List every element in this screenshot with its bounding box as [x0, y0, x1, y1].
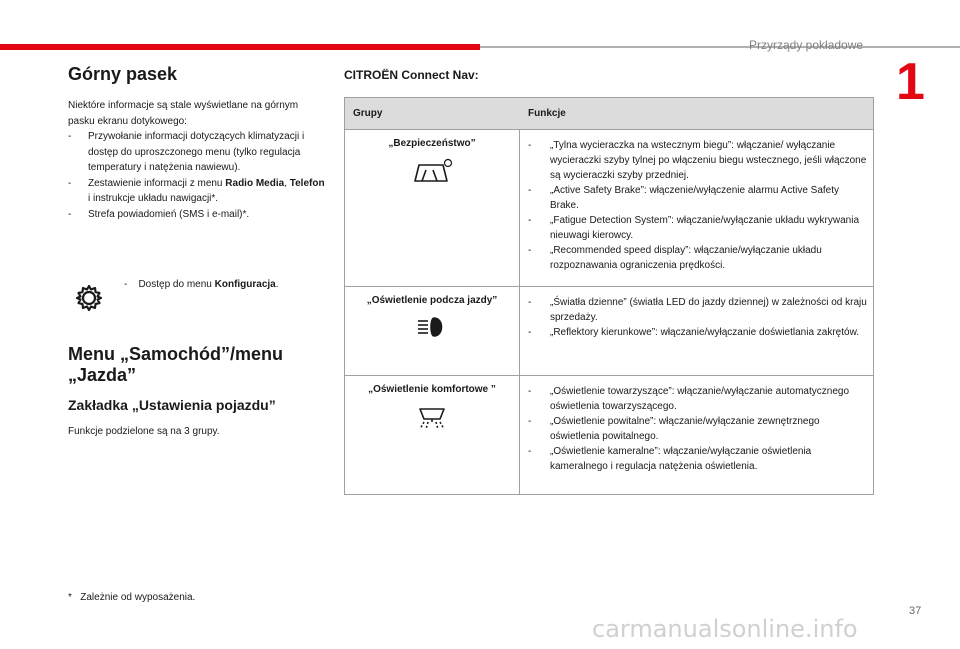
function-item: - „Fatigue Detection System”: włączanie/wyłączanie układu wykrywania nieuwagi kierowcy.	[528, 215, 860, 241]
settings-table	[344, 97, 874, 495]
footnote: * Zależnie od wyposażenia.	[68, 592, 196, 603]
headlight-icon	[414, 314, 450, 340]
group-label: „Bezpieczeństwo”	[388, 138, 476, 149]
section-title: Przyrządy pokładowe	[749, 38, 864, 52]
settings-gear-icon	[74, 283, 104, 313]
wiper-safety-icon	[410, 157, 454, 187]
top-bar-list	[68, 129, 326, 222]
list-item: - Zestawienie informacji z menu Radio Media, Telefon i instrukcje układu nawigacji*.	[68, 177, 325, 204]
table-row	[345, 286, 873, 375]
group-label: „Oświetlenie podcza jazdy”	[366, 295, 498, 306]
function-item: - „Recommended speed display”: włączanie/wyłączanie układu rozpoznawania ograniczenia prędkości.	[528, 245, 822, 271]
group-label: „Oświetlenie komfortowe ”	[368, 384, 496, 395]
config-access-text: - Dostęp do menu Konfiguracja.	[124, 279, 279, 290]
function-item: - „Oświetlenie powitalne”: włączanie/wyłączanie zewnętrznego oświetlenia powitalnego.	[528, 416, 820, 442]
table-row	[345, 129, 873, 286]
function-item: - „Tylna wycieraczka na wstecznym biegu”: włączanie/ wyłączanie wycieraczki szyby tylnej po włączeniu biegu wstecznego, jeśli włączone są wycieraczki szyby przedniej.	[528, 140, 867, 181]
col-functions: Funkcje	[528, 108, 566, 119]
list-item: - Strefa powiadomień (SMS i e-mail)*.	[68, 208, 250, 220]
function-item: - „Oświetlenie towarzyszące”: włączanie/wyłączanie automatycznego oświetlenia towarzyszącego.	[528, 386, 850, 412]
chapter-number: 1	[896, 53, 925, 111]
table-row	[345, 375, 873, 494]
header-accent-bar	[0, 44, 480, 50]
heading-menu-samochod: Menu „Samochód”/menu „Jazda”	[68, 344, 284, 385]
ambient-light-icon	[412, 403, 452, 431]
function-item: - „Oświetlenie kameralne”: włączanie/wyłączanie oświetlenia kameralnego i regulacja natężenia oświetlenia.	[528, 446, 812, 472]
heading-ustawienia-pojazdu: Zakładka „Ustawienia pojazdu”	[68, 397, 276, 413]
groups-text: Funkcje podzielone są na 3 grupy.	[68, 426, 220, 437]
function-item: - „Reflektory kierunkowe”: włączanie/wyłączanie doświetlania zakrętów.	[528, 327, 860, 338]
table-header	[345, 98, 873, 129]
header-rule	[480, 46, 960, 48]
page-number: 37	[909, 605, 922, 617]
watermark: carmanualsonline.info	[592, 615, 858, 643]
intro-text: Niektóre informacje są stale wyświetlane na górnym pasku ekranu dotykowego:	[68, 100, 299, 127]
function-item: - „Active Safety Brake”: włączenie/wyłączenie alarmu Active Safety Brake.	[528, 185, 840, 211]
heading-gorny-pasek: Górny pasek	[68, 64, 178, 84]
col-groups: Grupy	[353, 108, 383, 119]
function-item: - „Światła dzienne” (światła LED do jazdy dziennej) w zależności od kraju sprzedaży.	[528, 297, 867, 323]
list-item: - Przywołanie informacji dotyczących klimatyzacji i dostęp do uproszczonego menu (tylko regulacja temperatury i natężenia nawiewu).	[68, 131, 305, 173]
nav-title: CITROËN Connect Nav:	[344, 68, 479, 82]
